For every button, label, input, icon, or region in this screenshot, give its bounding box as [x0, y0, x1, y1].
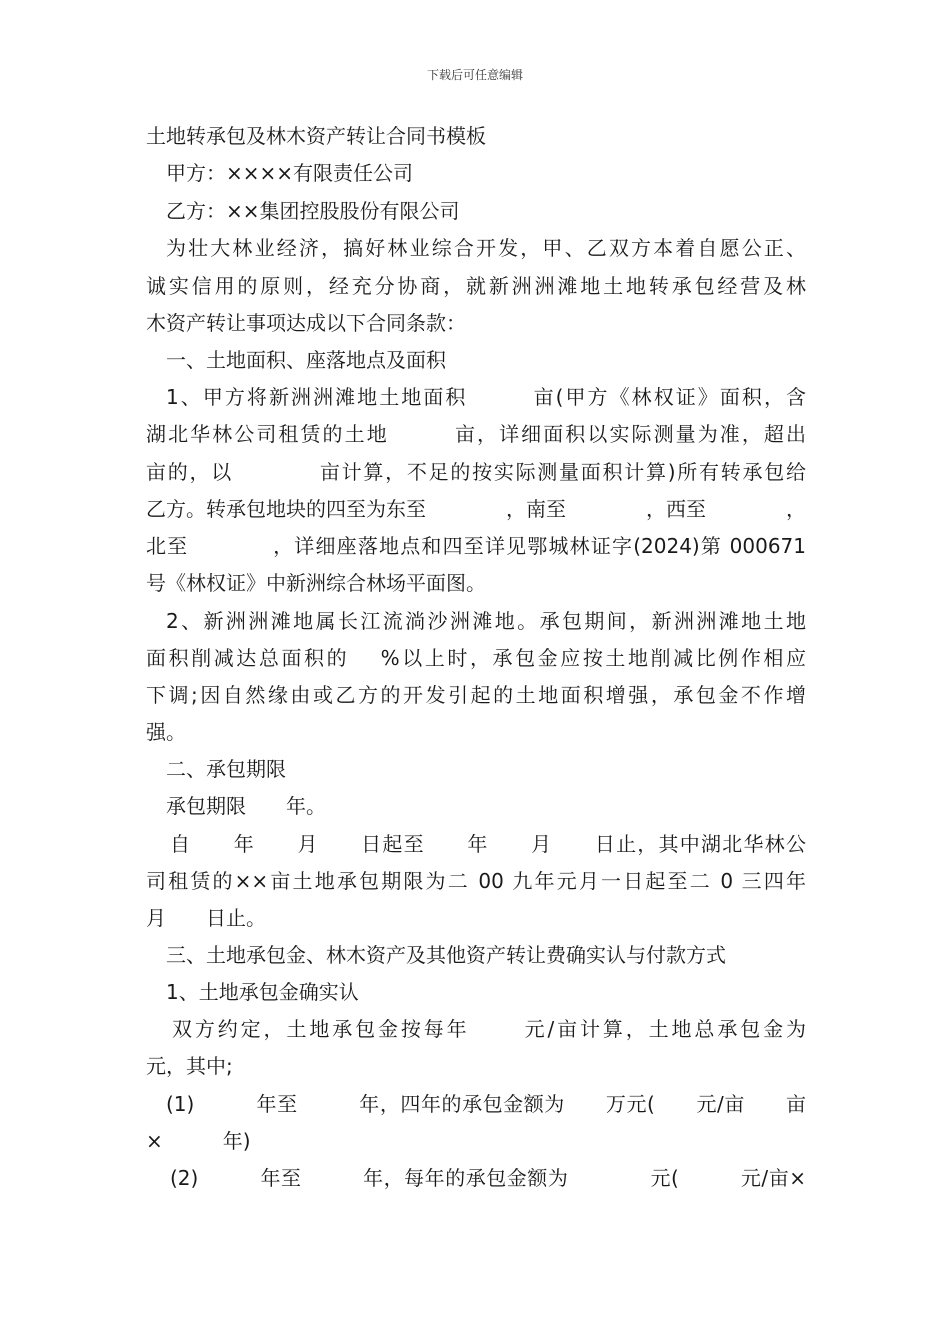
preamble-line: 诚实信用的原则，经充分协商，就新洲洲滩地土地转承包经营及林 — [146, 274, 806, 298]
party-a: 甲方：××××有限责任公司 — [166, 161, 414, 185]
item-1-line: (1) 年至 年，四年的承包金额为 万元( 元/亩 亩 — [166, 1092, 806, 1116]
clause-1-line: 乙方。转承包地块的四至为东至 ，南至 ，西至 ， — [146, 497, 806, 521]
agreement-line: 元，其中; — [146, 1054, 233, 1078]
clause-1-line: 北至 ，详细座落地点和四至详见鄂城林证字(2024)第 000671 — [146, 534, 806, 558]
clause-2-line: 2、新洲洲滩地属长江流淌沙洲滩地。承包期间，新洲洲滩地土地 — [166, 609, 806, 633]
clause-1-line: 号《林权证》中新洲综合林场平面图。 — [146, 571, 486, 595]
item-1-line: × 年) — [146, 1129, 251, 1153]
clause-1-line: 1、甲方将新洲洲滩地土地面积 亩(甲方《林权证》面积，含 — [166, 385, 806, 409]
page-header: 下载后可任意编辑 — [426, 68, 523, 82]
subsection-heading: 1、土地承包金确实认 — [166, 980, 359, 1004]
section-3-heading: 三、土地承包金、林木资产及其他资产转让费确实认与付款方式 — [166, 943, 726, 967]
document-title: 土地转承包及林木资产转让合同书模板 — [146, 124, 486, 148]
preamble-line: 木资产转让事项达成以下合同条款： — [146, 311, 466, 335]
clause-1-line: 湖北华林公司租赁的土地 亩，详细面积以实际测量为准，超出 — [146, 422, 806, 446]
section-2-heading: 二、承包期限 — [166, 757, 286, 781]
item-2-line: (2) 年至 年，每年的承包金额为 元( 元/亩× — [170, 1166, 806, 1190]
agreement-line: 双方约定，土地承包金按每年 元/亩计算，土地总承包金为 — [172, 1017, 806, 1041]
period-line: 自 年 月 日起至 年 月 日止，其中湖北华林公 — [170, 832, 806, 856]
party-b: 乙方：××集团控股股份有限公司 — [166, 199, 460, 223]
period-line: 月 日止。 — [146, 906, 266, 930]
clause-1-line: 亩的，以 亩计算，不足的按实际测量面积计算)所有转承包给 — [146, 460, 806, 484]
preamble-line: 为壮大林业经济，搞好林业综合开发，甲、乙双方本着自愿公正、 — [166, 236, 806, 260]
section-1-heading: 一、土地面积、座落地点及面积 — [166, 348, 446, 372]
term-line: 承包期限 年。 — [166, 794, 326, 818]
clause-2-line: 面积削减达总面积的 %以上时，承包金应按土地削减比例作相应 — [146, 646, 806, 670]
clause-2-line: 下调;因自然缘由或乙方的开发引起的土地面积增强，承包金不作增 — [146, 683, 806, 707]
clause-2-line: 强。 — [146, 720, 186, 744]
period-line: 司租赁的××亩土地承包期限为二 00 九年元月一日起至二 0 三四年 — [146, 869, 806, 893]
